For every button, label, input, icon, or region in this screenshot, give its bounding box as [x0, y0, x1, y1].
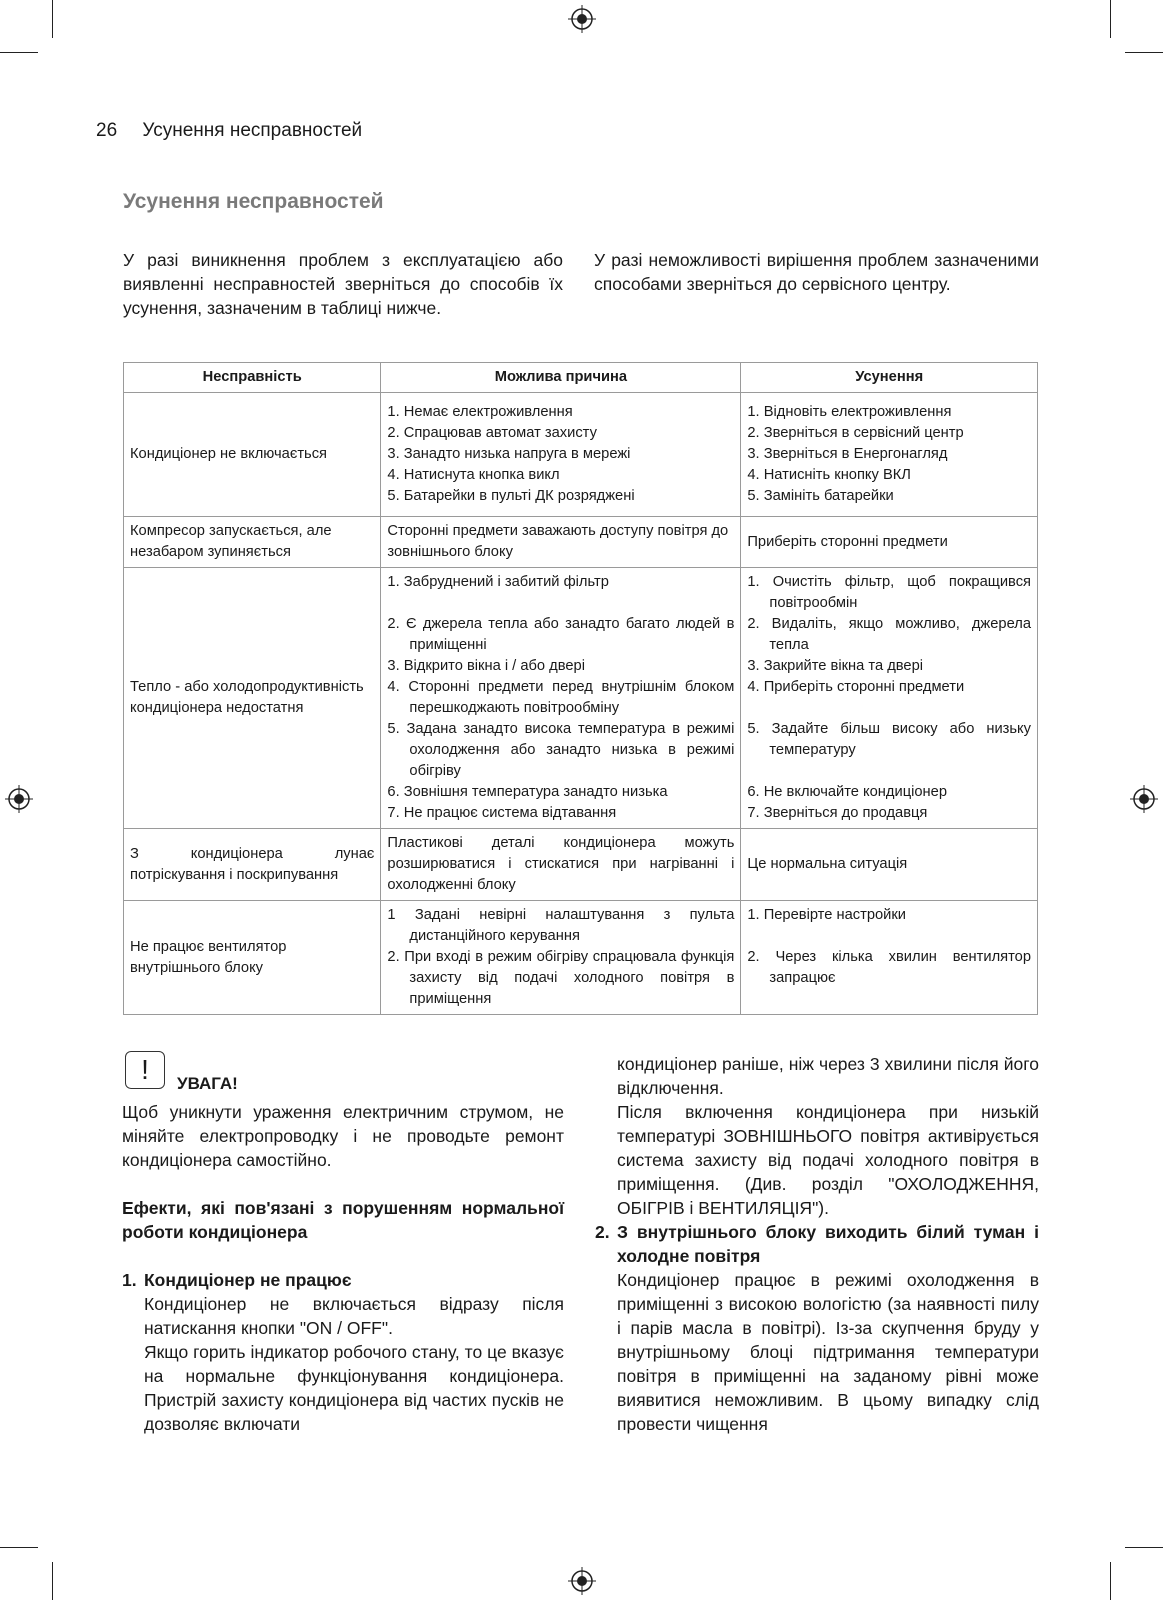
cause-item: 1 Задані невірні налаштування з пульта дистанційного керування [387, 907, 735, 944]
section-heading [122, 1268, 564, 1292]
crop-mark [0, 52, 38, 53]
table-header-row [124, 363, 1038, 393]
cause-item: 1. Немає електроживлення [387, 404, 573, 420]
paragraph: Кондиціонер працює в режимі охолодження в приміщенні з високою вологістю (за наявності пилу і парів масла в повітрі). Із-за скупчення бруду у внутрішньому блоці підтримання температури повітря в приміщенні на заданому рівні може виявитися неможливим. В цьому випадку слід провести чищення [617, 1270, 1039, 1434]
table-row [124, 393, 1038, 517]
table-row [124, 829, 1038, 901]
causes-cell: Сторонні предмети заважають доступу повітря до зовнішнього блоку [381, 517, 741, 568]
fix-item: 3. Закрийте вікна та двері [747, 658, 924, 674]
fix-item: 5. Задайте більш високу або низьку температуру [747, 721, 1031, 758]
fix-item: 6. Не включайте кондиціонер [747, 784, 947, 800]
cause-item: 4. Сторонні предмети перед внутрішнім блоком перешкоджають повітрообміну [387, 679, 735, 716]
warning-label: УВАГА! [177, 1074, 238, 1093]
section-title: Кондиціонер не працює [144, 1270, 352, 1290]
section-heading [595, 1220, 1039, 1268]
column-header: Можлива причина [381, 363, 741, 393]
causes-cell [381, 393, 741, 517]
troubleshooting-table [123, 362, 1038, 1015]
running-header [96, 120, 362, 142]
cause-item: 4. Натиснута кнопка викл [387, 467, 560, 483]
table-row [124, 901, 1038, 1015]
registration-mark-icon [1130, 785, 1158, 813]
fix-item: 5. Замініть батарейки [747, 488, 894, 504]
fix-item: 1. Відновіть електроживлення [747, 404, 952, 420]
crop-mark [1110, 1562, 1111, 1600]
fault-cell: Не працює вентилятор внутрішнього блоку [124, 901, 381, 1015]
registration-mark-icon [568, 1567, 596, 1595]
fix-item: 2. Видаліть, якщо можливо, джерела тепла [747, 616, 1031, 653]
fix-item: 1. Очистіть фільтр, щоб покращився повітрообмін [747, 574, 1031, 611]
right-column [595, 1052, 1039, 1436]
column-header: Усунення [741, 363, 1038, 393]
page-title: Усунення несправностей [123, 190, 384, 213]
section-number: 1. [122, 1270, 137, 1290]
causes-cell [381, 568, 741, 829]
fixes-cell [741, 901, 1038, 1015]
fault-cell: Компресор запускається, але незабаром зупиняється [124, 517, 381, 568]
section-number: 2. [595, 1222, 610, 1242]
table-row [124, 568, 1038, 829]
intro-right: У разі неможливості вирішення проблем зазначеними способами зверніться до сервісного центру. [594, 250, 1039, 294]
cause-item: 5. Батарейки в пульті ДК розряджені [387, 488, 635, 504]
fix-item: 2. Через кілька хвилин вентилятор запрацює [747, 949, 1031, 986]
crop-mark [52, 1562, 53, 1600]
fault-cell: З кондиціонера лунає потріскування і поскрипування [124, 829, 381, 901]
paragraph: Якщо горить індикатор робочого стану, то це вказує на нормальне функціонування кондиціонера. Пристрій захисту кондиціонера від частих пусків не дозволяє включати [144, 1342, 564, 1434]
page-number: 26 [96, 120, 118, 141]
fixes-cell [741, 393, 1038, 517]
paragraph: Після включення кондиціонера при низькій температурі ЗОВНІШНЬОГО повітря активірується система захисту від подачі холодного повітря в приміщення. (Див. розділ "ОХОЛОДЖЕННЯ, ОБІГРІВ і ВЕНТИЛЯЦІЯ"). [617, 1102, 1039, 1218]
fix-item: 4. Приберіть сторонні предмети [747, 679, 965, 695]
paragraph: кондиціонер раніше, ніж через 3 хвилини після його відключення. [617, 1054, 1039, 1098]
column-header: Несправність [124, 363, 381, 393]
cause-item: 2. Спрацював автомат захисту [387, 425, 597, 441]
fixes-cell [741, 568, 1038, 829]
registration-mark-icon [568, 5, 596, 33]
cause-item: 5. Задана занадто висока температура в режимі охолодження або занадто низька в режимі обігріву [387, 721, 735, 779]
cause-item: 2. При вході в режим обігріву спрацювала функція захисту від подачі холодного повітря в приміщення [387, 949, 735, 1007]
table-row [124, 517, 1038, 568]
fix-item: 2. Зверніться в сервісний центр [747, 425, 964, 441]
exclamation-box-icon: ! [125, 1051, 165, 1089]
causes-cell: Пластикові деталі кондиціонера можуть розширюватися і стискатися при нагріванні і охолодженні блоку [381, 829, 741, 901]
fix-item: 7. Зверніться до продавця [747, 805, 928, 821]
crop-mark [1125, 52, 1163, 53]
fault-cell: Кондиціонер не включається [124, 393, 381, 517]
fixes-cell: Це нормальна ситуація [741, 829, 1038, 901]
fault-cell: Тепло - або холодопродуктивність кондиціонера недостатня [124, 568, 381, 829]
intro-left: У разі виникнення проблем з експлуатацією або виявленні несправностей зверніться до способів їх усунення, зазначеним в таблиці нижче. [123, 250, 563, 318]
cause-item: 3. Відкрито вікна і / або двері [387, 658, 585, 674]
causes-cell [381, 901, 741, 1015]
cause-item: 2. Є джерела тепла або занадто багато людей в приміщенні [387, 616, 735, 653]
fix-item: 4. Натисніть кнопку ВКЛ [747, 467, 911, 483]
left-column [122, 1100, 564, 1436]
cause-item: 3. Занадто низька напруга в мережі [387, 446, 631, 462]
effects-heading: Ефекти, які пов'язані з порушенням нормальної роботи кондиціонера [122, 1198, 564, 1242]
running-title: Усунення несправностей [142, 120, 363, 141]
crop-mark [1125, 1547, 1163, 1548]
cause-item: 1. Забруднений і забитий фільтр [387, 574, 609, 590]
crop-mark [52, 0, 53, 38]
registration-mark-icon [5, 785, 33, 813]
fix-item: 1. Перевірте настройки [747, 907, 907, 923]
paragraph: Кондиціонер не включається відразу після натискання кнопки "ON / OFF". [144, 1294, 564, 1338]
crop-mark [1110, 0, 1111, 38]
section-title: З внутрішнього блоку виходить білий туман і холодне повітря [617, 1222, 1039, 1266]
crop-mark [0, 1547, 38, 1548]
fixes-cell: Приберіть сторонні предмети [741, 517, 1038, 568]
cause-item: 7. Не працює система відтавання [387, 805, 617, 821]
cause-item: 6. Зовнішня температура занадто низька [387, 784, 668, 800]
fix-item: 3. Зверніться в Енергонагляд [747, 446, 948, 462]
warning-text: Щоб уникнути ураження електричним струмом, не міняйте електропроводку і не проводьте ремонт кондиціонера самостійно. [122, 1102, 564, 1170]
